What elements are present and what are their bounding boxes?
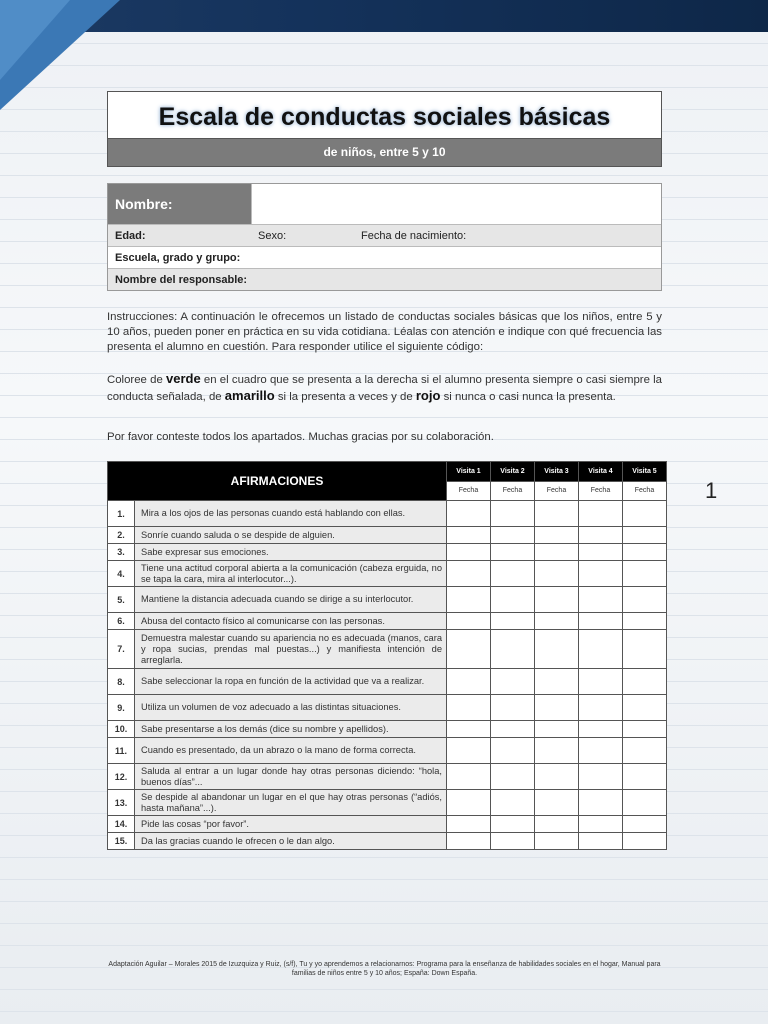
date-label: Fecha (535, 481, 579, 501)
table-row (108, 630, 667, 669)
birthdate-label: Fecha de nacimiento: (361, 229, 467, 242)
visit-cell[interactable] (623, 721, 667, 738)
sex-label: Sexo: (258, 229, 287, 242)
visit-cell[interactable] (491, 613, 535, 630)
table-row (108, 695, 667, 721)
yellow-word: amarillo (224, 388, 275, 403)
visit-cell[interactable] (447, 544, 491, 561)
citation-footer: Adaptación Aguilar – Morales 2015 de Izuzquiza y Ruiz, (s/f), Tu y yo aprendemos a relacionarnos: Programa para la enseñanza de habilidades sociales en el hogar, Manual para familias de niños entre 5 y 10 años; España: Down España. (108, 961, 661, 977)
visit-cell[interactable] (579, 738, 623, 764)
visit-cell[interactable] (535, 764, 579, 790)
table-row (108, 587, 667, 613)
row-number: 9. (108, 695, 135, 721)
affirmations-table (107, 461, 667, 850)
visit-cell[interactable] (579, 544, 623, 561)
name-row (108, 184, 661, 224)
color-code-part: si la presenta a veces y de (274, 391, 416, 403)
row-statement: Cuando es presentado, da un abrazo o la mano de forma correcta. (135, 738, 447, 764)
visit-cell[interactable] (535, 833, 579, 850)
visit-cell[interactable] (491, 587, 535, 613)
visit-cell[interactable] (447, 527, 491, 544)
visit-cell[interactable] (535, 501, 579, 527)
visit-cell[interactable] (447, 501, 491, 527)
visit-cell[interactable] (623, 630, 667, 669)
visit-cell[interactable] (623, 544, 667, 561)
table-row (108, 544, 667, 561)
date-label: Fecha (579, 481, 623, 501)
decorative-corner-accent (0, 0, 70, 80)
visit-cell[interactable] (579, 764, 623, 790)
visit-cell[interactable] (447, 587, 491, 613)
visit-cell[interactable] (447, 721, 491, 738)
visit-cell[interactable] (579, 527, 623, 544)
visit-cell[interactable] (535, 527, 579, 544)
visit-header: Visita 4 (579, 462, 623, 482)
document-title: Escala de conductas sociales básicas (158, 103, 611, 131)
visit-cell[interactable] (535, 587, 579, 613)
table-row (108, 816, 667, 833)
row-statement: Se despide al abandonar un lugar en el que hay otras personas (“adiós, hasta mañana”...). (135, 790, 447, 816)
row-number: 1. (108, 501, 135, 527)
visit-header: Visita 5 (623, 462, 667, 482)
row-statement: Utiliza un volumen de voz adecuado a las distintas situaciones. (135, 695, 447, 721)
name-field[interactable] (251, 184, 661, 224)
visit-cell[interactable] (579, 790, 623, 816)
date-label: Fecha (447, 481, 491, 501)
title-box (107, 91, 662, 167)
red-word: rojo (415, 388, 441, 403)
visit-cell[interactable] (491, 790, 535, 816)
visit-cell[interactable] (623, 790, 667, 816)
row-number: 2. (108, 527, 135, 544)
visit-cell[interactable] (623, 587, 667, 613)
visit-cell[interactable] (579, 695, 623, 721)
school-label: Escuela, grado y grupo: (115, 251, 241, 264)
visit-cell[interactable] (579, 630, 623, 669)
visit-cell[interactable] (447, 816, 491, 833)
table-row (108, 561, 667, 587)
affirmations-header: AFIRMACIONES (108, 462, 447, 501)
table-row (108, 764, 667, 790)
row-statement: Mantiene la distancia adecuada cuando se dirige a su interlocutor. (135, 587, 447, 613)
visit-cell[interactable] (579, 613, 623, 630)
table-row (108, 613, 667, 630)
visit-cell[interactable] (447, 738, 491, 764)
row-number: 11. (108, 738, 135, 764)
visit-cell[interactable] (447, 630, 491, 669)
visit-cell[interactable] (579, 669, 623, 695)
guardian-label: Nombre del responsable: (115, 273, 248, 286)
row-number: 5. (108, 587, 135, 613)
visit-cell[interactable] (535, 721, 579, 738)
row-number: 6. (108, 613, 135, 630)
school-row[interactable] (108, 246, 661, 268)
row-statement: Pide las cosas “por favor”. (135, 816, 447, 833)
visit-cell[interactable] (447, 764, 491, 790)
visit-cell[interactable] (579, 501, 623, 527)
color-code-part: en el cuadro que se presenta a la derecha si el alumno presenta siempre o casi siempre la conducta señalada, de (107, 374, 662, 403)
row-number: 14. (108, 816, 135, 833)
color-code-text (107, 371, 662, 405)
row-statement: Mira a los ojos de las personas cuando está hablando con ellas. (135, 501, 447, 527)
table-header-row (108, 462, 667, 482)
visit-cell[interactable] (491, 501, 535, 527)
visit-cell[interactable] (535, 613, 579, 630)
visit-cell[interactable] (535, 816, 579, 833)
row-statement: Sabe seleccionar la ropa en función de la actividad que va a realizar. (135, 669, 447, 695)
green-word: verde (166, 371, 201, 386)
row-number: 3. (108, 544, 135, 561)
visit-header: Visita 1 (447, 462, 491, 482)
row-statement: Demuestra malestar cuando su apariencia no es adecuada (manos, cara y ropa sucias, prendas mal puestas...) y manifiesta intención de arreglarla. (135, 630, 447, 669)
visit-cell[interactable] (447, 790, 491, 816)
visit-cell[interactable] (535, 630, 579, 669)
row-number: 10. (108, 721, 135, 738)
visit-cell[interactable] (623, 764, 667, 790)
table-row (108, 501, 667, 527)
student-info-form (107, 183, 662, 291)
visit-header: Visita 2 (491, 462, 535, 482)
color-code-part: Coloree de (107, 374, 166, 386)
visit-cell[interactable] (447, 561, 491, 587)
row-number: 8. (108, 669, 135, 695)
date-label: Fecha (623, 481, 667, 501)
visit-cell[interactable] (447, 669, 491, 695)
row-statement: Abusa del contacto físico al comunicarse con las personas. (135, 613, 447, 630)
visit-cell[interactable] (623, 695, 667, 721)
visit-cell[interactable] (491, 695, 535, 721)
visit-cell[interactable] (447, 695, 491, 721)
visit-cell[interactable] (491, 816, 535, 833)
thanks-text: Por favor conteste todos los apartados. Muchas gracias por su colaboración. (107, 431, 494, 443)
visit-cell[interactable] (623, 561, 667, 587)
visit-cell[interactable] (491, 764, 535, 790)
visit-cell[interactable] (623, 613, 667, 630)
table-row (108, 833, 667, 850)
table-row (108, 790, 667, 816)
guardian-row[interactable] (108, 268, 661, 290)
row-number: 12. (108, 764, 135, 790)
document-subtitle: de niños, entre 5 y 10 (108, 138, 661, 166)
visit-cell[interactable] (623, 816, 667, 833)
row-statement: Sabe expresar sus emociones. (135, 544, 447, 561)
visit-cell[interactable] (491, 544, 535, 561)
visit-cell[interactable] (623, 833, 667, 850)
age-label: Edad: (115, 229, 146, 242)
visit-cell[interactable] (535, 544, 579, 561)
row-statement: Tiene una actitud corporal abierta a la comunicación (cabeza erguida, no se tapa la cara, mira al interlocutor...). (135, 561, 447, 587)
visit-cell[interactable] (491, 561, 535, 587)
date-label: Fecha (491, 481, 535, 501)
row-number: 13. (108, 790, 135, 816)
visit-cell[interactable] (579, 721, 623, 738)
row-statement: Sabe presentarse a los demás (dice su nombre y apellidos). (135, 721, 447, 738)
visit-cell[interactable] (491, 833, 535, 850)
visit-cell[interactable] (491, 721, 535, 738)
visit-cell[interactable] (535, 738, 579, 764)
row-number: 15. (108, 833, 135, 850)
table-row (108, 527, 667, 544)
instructions-text: Instrucciones: A continuación le ofrecemos un listado de conductas sociales básicas que los niños, entre 5 y 10 años, pueden poner en práctica en su vida cotidiana. Léalas con atención e indique con qué frecuencia las presenta el alumno en cuestión. Para responder utilice el siguiente código: (107, 311, 662, 353)
name-label: Nombre: (108, 184, 251, 224)
visit-cell[interactable] (491, 738, 535, 764)
visit-cell[interactable] (579, 833, 623, 850)
visit-cell[interactable] (623, 527, 667, 544)
visit-cell[interactable] (623, 738, 667, 764)
visit-cell[interactable] (623, 669, 667, 695)
visit-cell[interactable] (535, 669, 579, 695)
visit-cell[interactable] (491, 527, 535, 544)
row-number: 7. (108, 630, 135, 669)
visit-cell[interactable] (535, 695, 579, 721)
visit-cell[interactable] (491, 669, 535, 695)
visit-cell[interactable] (579, 561, 623, 587)
table-row (108, 669, 667, 695)
visit-cell[interactable] (447, 613, 491, 630)
color-code-part: si nunca o casi nunca la presenta. (440, 391, 616, 403)
table-row (108, 721, 667, 738)
row-number: 4. (108, 561, 135, 587)
visit-cell[interactable] (623, 501, 667, 527)
page-number: 1 (705, 478, 718, 503)
visit-cell[interactable] (447, 833, 491, 850)
age-row[interactable] (108, 224, 661, 246)
row-statement: Da las gracias cuando le ofrecen o le dan algo. (135, 833, 447, 850)
table-row (108, 738, 667, 764)
visit-cell[interactable] (491, 630, 535, 669)
visit-cell[interactable] (535, 561, 579, 587)
row-statement: Sonríe cuando saluda o se despide de alguien. (135, 527, 447, 544)
visit-cell[interactable] (579, 587, 623, 613)
visit-cell[interactable] (535, 790, 579, 816)
visit-header: Visita 3 (535, 462, 579, 482)
visit-cell[interactable] (579, 816, 623, 833)
row-statement: Saluda al entrar a un lugar donde hay otras personas diciendo: “hola, buenos días”... (135, 764, 447, 790)
